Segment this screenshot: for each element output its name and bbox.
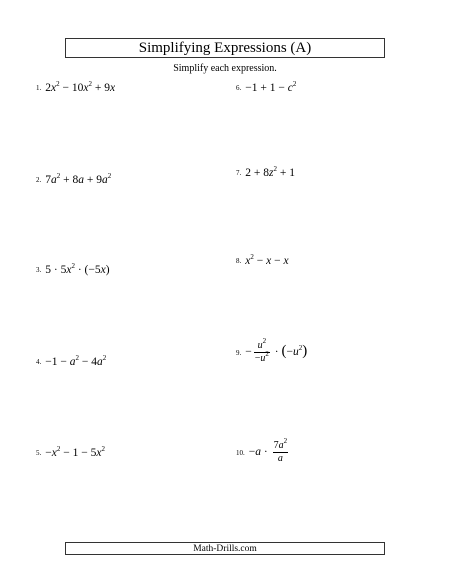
problem-expression: $5 \cdot 5x^2 \cdot (-5x)$	[45, 262, 110, 276]
problem-2	[36, 174, 111, 186]
problem-1	[36, 82, 115, 94]
problem-10	[236, 437, 290, 465]
problem-8	[236, 255, 289, 267]
problem-9	[236, 337, 308, 365]
problem-number: 8.	[236, 257, 242, 265]
worksheet-title: Simplifying Expressions (A)	[138, 39, 312, 56]
fraction: $\frac{7a^2}{a}$	[273, 437, 288, 464]
problem-expression: $2 + 8z^2 + 1$	[245, 165, 295, 179]
problem-3	[36, 264, 110, 276]
problem-6	[236, 82, 296, 94]
problem-7	[236, 167, 295, 179]
problem-expression: $-x^2 - 1 - 5x^2$	[45, 445, 105, 459]
problem-number: 4.	[36, 358, 42, 366]
fraction: $\frac{u^2}{-u^2}$	[254, 337, 269, 364]
problem-expression: $x^2 - x - x$	[245, 253, 289, 267]
problem-expression: $-1 + 1 - c^2$	[245, 80, 297, 94]
footer-box	[65, 542, 385, 555]
problem-number: 7.	[236, 169, 242, 177]
footer-text: Math-Drills.com	[193, 543, 257, 554]
problem-expression: $-1 - a^2 - 4a^2$	[45, 354, 107, 368]
problem-number: 10.	[236, 448, 245, 457]
problem-4	[36, 356, 106, 368]
problem-number: 3.	[36, 266, 42, 274]
problem-number: 1.	[36, 84, 42, 92]
worksheet-title-box	[65, 38, 385, 58]
problem-number: 2.	[36, 176, 42, 184]
problem-number: 5.	[36, 449, 42, 457]
problem-expression: $7a^2 + 8a + 9a^2$	[45, 172, 112, 186]
instructions: Simplify each expression.	[173, 63, 277, 74]
problem-5	[36, 447, 105, 459]
problem-expression: −a · $\frac{7a^2}{a}$	[248, 437, 288, 464]
problem-expression: − $\frac{u^2}{-u^2}$ · $(-u^2)$	[245, 337, 308, 364]
problem-number: 9.	[236, 348, 242, 357]
problem-number: 6.	[236, 84, 242, 92]
problem-expression: $2x^2 - 10x^2 + 9x$	[45, 80, 116, 94]
